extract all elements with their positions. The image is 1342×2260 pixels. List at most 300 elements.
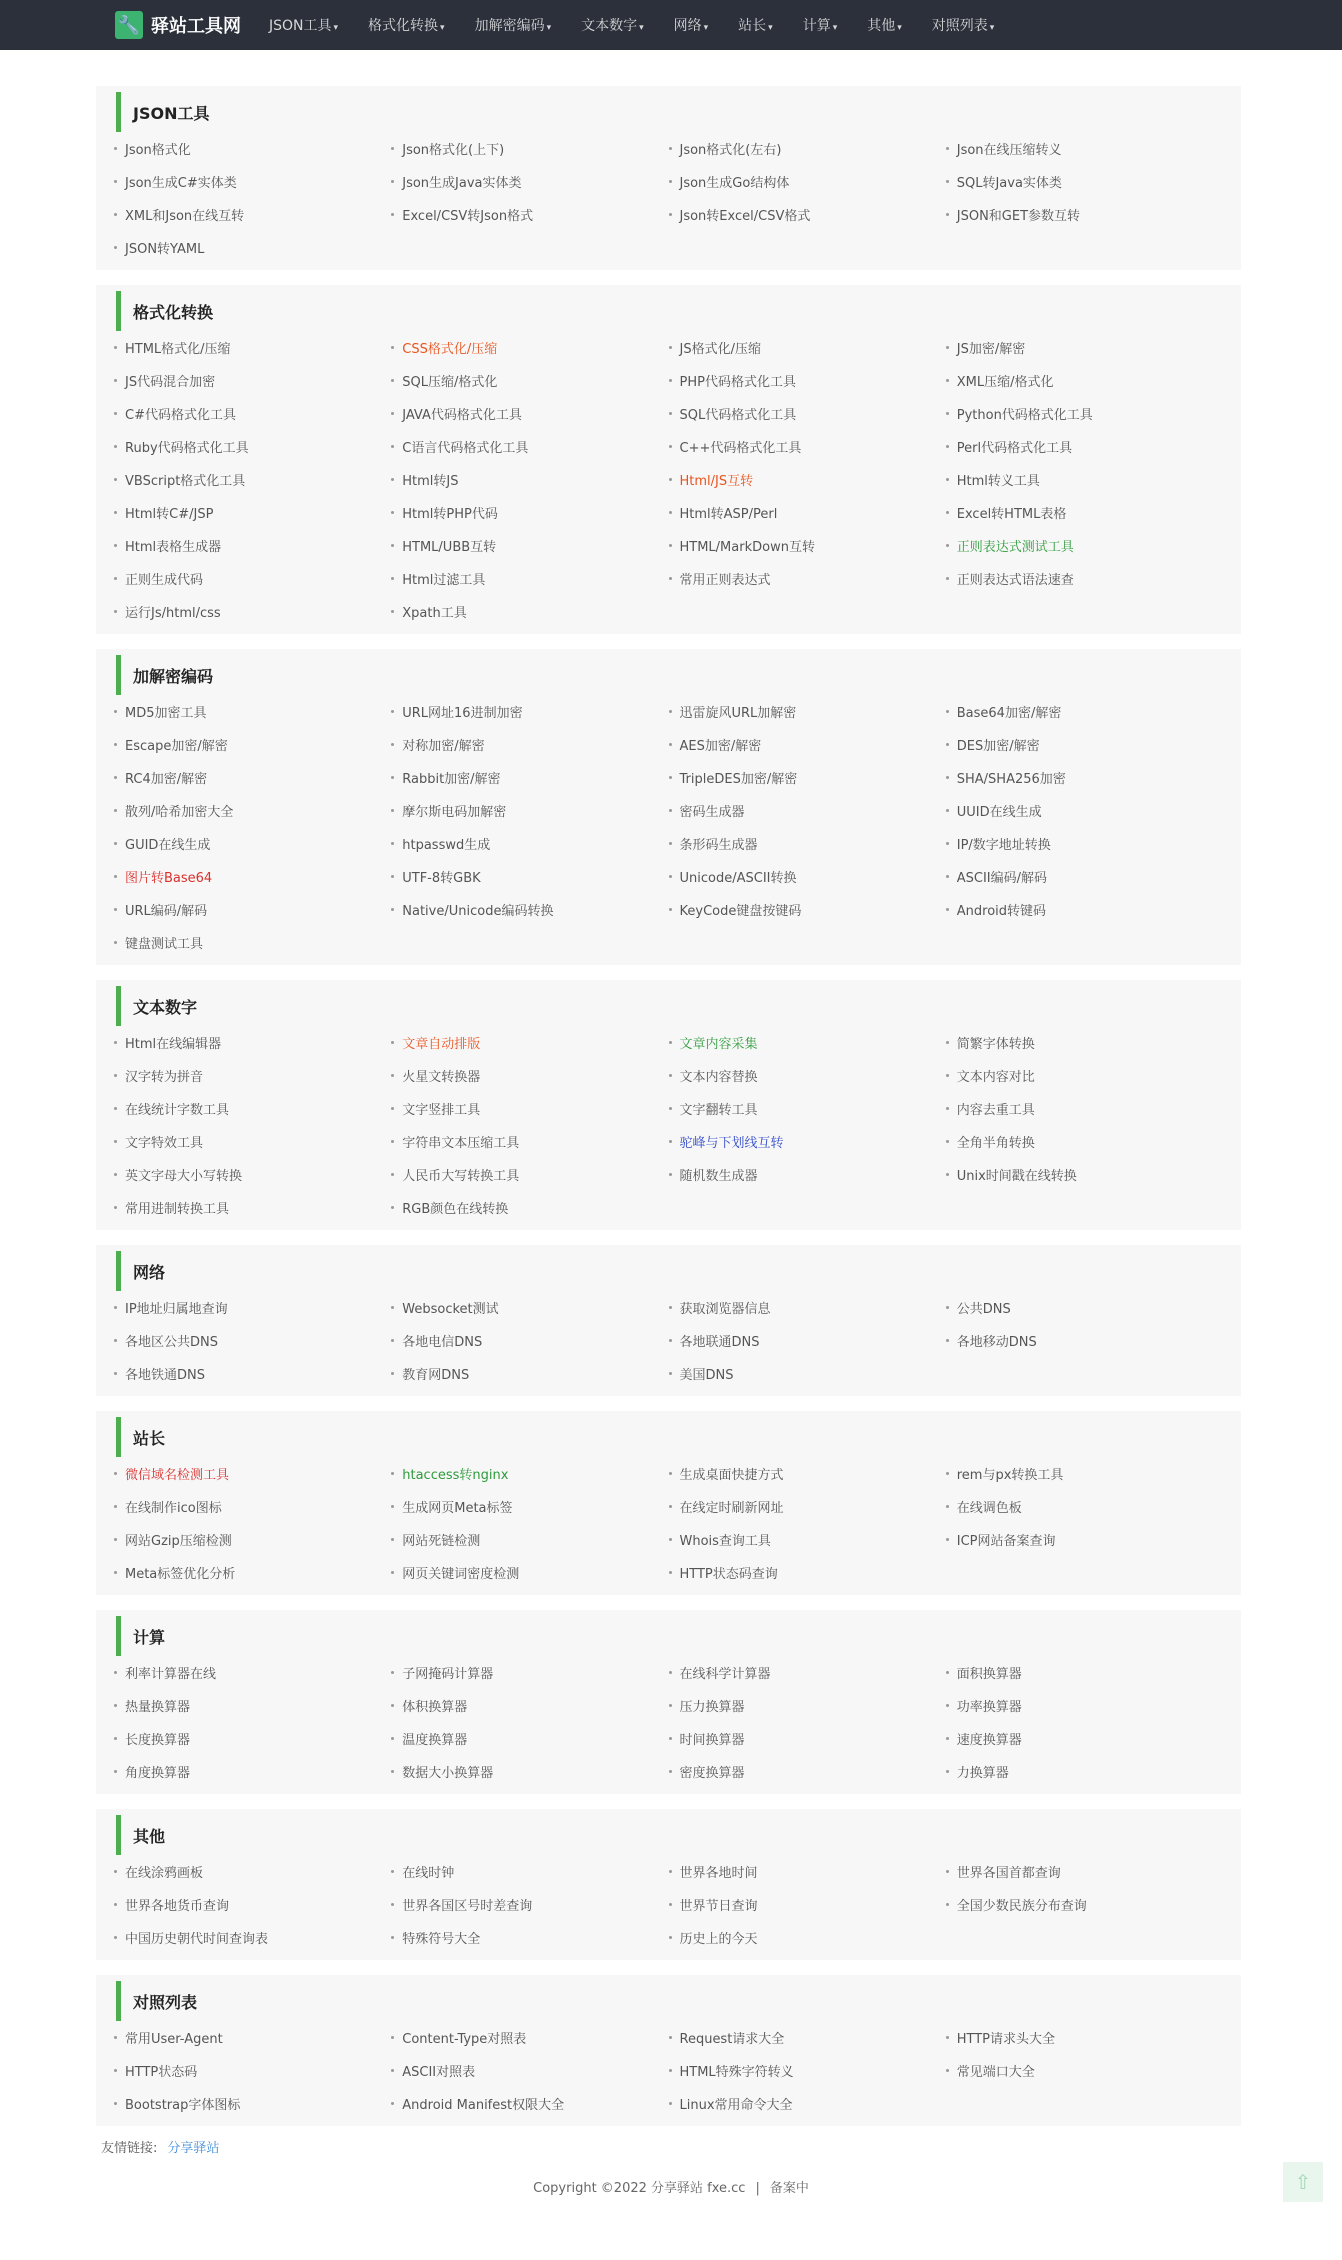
tool-link[interactable]: [669, 761, 946, 794]
tool-link[interactable]: [114, 198, 391, 231]
tool-link[interactable]: [391, 132, 668, 165]
caret-down-icon: ▾: [639, 23, 644, 33]
footer-separator: |: [755, 2181, 760, 2196]
tool-link-label: 正则表达式测试工具: [956, 540, 1074, 555]
tool-link[interactable]: [946, 827, 1223, 860]
bullet-icon: [946, 1671, 949, 1674]
nav-menu-0[interactable]: [269, 15, 338, 35]
tool-link-label: 微信域名检测工具: [125, 1468, 230, 1483]
tool-link[interactable]: [391, 496, 668, 529]
bullet-icon: [114, 908, 117, 911]
tool-link[interactable]: [946, 1457, 1223, 1490]
bullet-icon: [391, 1704, 394, 1707]
tool-link[interactable]: [391, 397, 668, 430]
tool-link[interactable]: [114, 430, 391, 463]
tool-link[interactable]: [391, 2021, 668, 2054]
tool-link[interactable]: [669, 1689, 946, 1722]
tool-link-label: HTML格式化/压缩: [125, 342, 231, 357]
tool-link[interactable]: [391, 728, 668, 761]
bullet-icon: [114, 1140, 117, 1143]
tool-link-label: Request请求大全: [679, 2032, 785, 2047]
tool-link-label: 密码生成器: [679, 805, 745, 820]
tool-link[interactable]: [114, 1689, 391, 1722]
tool-link-label: Html过滤工具: [402, 573, 486, 588]
tool-link[interactable]: [114, 2021, 391, 2054]
tool-link-label: Ruby代码格式化工具: [125, 441, 249, 456]
tool-link[interactable]: [114, 695, 391, 728]
tool-link[interactable]: [391, 1888, 668, 1921]
bullet-icon: [114, 445, 117, 448]
bullet-icon: [946, 1538, 949, 1541]
tool-link[interactable]: [946, 2054, 1223, 2087]
tool-link-label: UTF-8转GBK: [402, 871, 481, 886]
bullet-icon: [669, 412, 672, 415]
tool-link[interactable]: [391, 1689, 668, 1722]
tool-link[interactable]: [669, 1291, 946, 1324]
tool-link-label: ASCII对照表: [402, 2065, 476, 2080]
tool-link[interactable]: [669, 397, 946, 430]
section-title: 格式化转换: [116, 291, 1223, 331]
tool-link-label: IP/数字地址转换: [956, 838, 1051, 853]
tool-link-label: htpasswd生成: [402, 838, 491, 853]
tool-link[interactable]: [946, 198, 1223, 231]
tool-link[interactable]: [669, 165, 946, 198]
tool-link[interactable]: [669, 2021, 946, 2054]
tool-link[interactable]: [946, 728, 1223, 761]
bullet-icon: [669, 1339, 672, 1342]
tool-link[interactable]: [391, 1556, 668, 1589]
tool-link[interactable]: [669, 1357, 946, 1390]
section-title: JSON工具: [116, 92, 1223, 132]
bullet-icon: [946, 379, 949, 382]
bullet-icon: [391, 1306, 394, 1309]
bullet-icon: [391, 809, 394, 812]
tool-link[interactable]: [946, 364, 1223, 397]
bullet-icon: [946, 1107, 949, 1110]
tool-link[interactable]: [669, 1092, 946, 1125]
tool-link-label: SQL转Java实体类: [956, 176, 1062, 191]
tool-link[interactable]: [669, 1556, 946, 1589]
nav-menu-6[interactable]: [803, 15, 838, 35]
nav-menu-1[interactable]: [368, 15, 445, 35]
tool-link[interactable]: [114, 231, 391, 264]
tool-link[interactable]: [669, 132, 946, 165]
bullet-icon: [114, 1737, 117, 1740]
tool-link-label: 对称加密/解密: [402, 739, 485, 754]
tool-link-label: 密度换算器: [679, 1766, 745, 1781]
tool-section: [96, 1411, 1241, 1595]
tool-link-label: JAVA代码格式化工具: [402, 408, 522, 423]
tool-link-label: Python代码格式化工具: [956, 408, 1093, 423]
tool-link[interactable]: [114, 397, 391, 430]
tool-link[interactable]: [114, 529, 391, 562]
tool-link[interactable]: [391, 1755, 668, 1788]
nav-menu-5[interactable]: [738, 15, 773, 35]
tool-link[interactable]: [391, 198, 668, 231]
tool-link[interactable]: [669, 1158, 946, 1191]
bullet-icon: [946, 1472, 949, 1475]
nav-menu-label: 网络: [673, 18, 702, 34]
tool-link[interactable]: [114, 1556, 391, 1589]
tool-link[interactable]: [114, 1755, 391, 1788]
tool-link-label: 正则表达式语法速查: [956, 573, 1074, 588]
bullet-icon: [114, 180, 117, 183]
tool-link[interactable]: [391, 2087, 668, 2120]
tool-link-label: Native/Unicode编码转换: [402, 904, 554, 919]
arrow-up-icon[interactable]: ⇧: [1283, 2162, 1323, 2202]
tool-link[interactable]: [391, 595, 668, 628]
tool-link[interactable]: [114, 1722, 391, 1755]
tool-link[interactable]: [946, 1158, 1223, 1191]
tool-link[interactable]: [669, 1059, 946, 1092]
bullet-icon: [669, 1472, 672, 1475]
bullet-icon: [946, 842, 949, 845]
bullet-icon: [946, 478, 949, 481]
bullet-icon: [391, 610, 394, 613]
bullet-icon: [669, 1041, 672, 1044]
bullet-icon: [114, 1704, 117, 1707]
tool-link[interactable]: [669, 529, 946, 562]
tool-link[interactable]: [391, 1158, 668, 1191]
tool-link[interactable]: [391, 827, 668, 860]
tool-link[interactable]: [669, 1855, 946, 1888]
tool-link[interactable]: [669, 1457, 946, 1490]
tool-link[interactable]: [669, 860, 946, 893]
tool-link-label: 文章内容采集: [679, 1037, 758, 1052]
tool-link[interactable]: [114, 1457, 391, 1490]
bullet-icon: [669, 478, 672, 481]
tool-link[interactable]: [391, 1457, 668, 1490]
tool-link[interactable]: [669, 1490, 946, 1523]
tool-link-label: 力换算器: [956, 1766, 1009, 1781]
tool-link[interactable]: [391, 1092, 668, 1125]
tool-link-label: XML和Json在线互转: [125, 209, 245, 224]
tool-link[interactable]: [114, 2054, 391, 2087]
tool-link[interactable]: [114, 364, 391, 397]
tool-link[interactable]: [669, 827, 946, 860]
tool-link[interactable]: [669, 893, 946, 926]
tool-link[interactable]: [391, 1324, 668, 1357]
tool-link[interactable]: [114, 860, 391, 893]
tool-link[interactable]: [669, 496, 946, 529]
nav-menu-3[interactable]: [581, 15, 644, 35]
bullet-icon: [946, 180, 949, 183]
tool-link-label: 时间换算器: [679, 1733, 745, 1748]
tool-link-label: JS格式化/压缩: [679, 342, 761, 357]
tool-link-label: Html转ASP/Perl: [679, 507, 778, 522]
tool-link[interactable]: [669, 430, 946, 463]
tool-link[interactable]: [669, 1324, 946, 1357]
tool-link[interactable]: [946, 1125, 1223, 1158]
tool-link[interactable]: [946, 397, 1223, 430]
tool-link[interactable]: [391, 1921, 668, 1954]
wrench-icon: 🔧: [115, 11, 143, 39]
nav-menu-label: 站长: [738, 18, 767, 34]
tool-link[interactable]: [946, 1888, 1223, 1921]
tool-link-label: 长度换算器: [125, 1733, 191, 1748]
bullet-icon: [114, 1472, 117, 1475]
tool-grid: [114, 695, 1223, 959]
tool-link[interactable]: [114, 1921, 391, 1954]
tool-link[interactable]: [391, 794, 668, 827]
tool-link[interactable]: [114, 1855, 391, 1888]
tool-link[interactable]: [946, 1026, 1223, 1059]
tool-link[interactable]: [114, 331, 391, 364]
tool-link[interactable]: [114, 1888, 391, 1921]
tool-link[interactable]: [391, 893, 668, 926]
tool-link[interactable]: [391, 2054, 668, 2087]
tool-link[interactable]: [669, 562, 946, 595]
bullet-icon: [114, 346, 117, 349]
tool-link[interactable]: [946, 463, 1223, 496]
tool-link[interactable]: [391, 1026, 668, 1059]
tool-link[interactable]: [114, 728, 391, 761]
tool-link[interactable]: [946, 1324, 1223, 1357]
nav-menu-4[interactable]: [674, 15, 709, 35]
tool-link[interactable]: [669, 2054, 946, 2087]
tool-link-label: DES加密/解密: [956, 739, 1040, 754]
bullet-icon: [669, 1936, 672, 1939]
tool-link[interactable]: [391, 1656, 668, 1689]
tool-link-label: Whois查询工具: [679, 1534, 771, 1549]
tool-link[interactable]: [114, 132, 391, 165]
tool-link[interactable]: [946, 132, 1223, 165]
tool-link[interactable]: [114, 1191, 391, 1224]
tool-link[interactable]: [114, 1158, 391, 1191]
nav-menu-8[interactable]: [932, 15, 995, 35]
tool-link[interactable]: [946, 529, 1223, 562]
tool-link[interactable]: [946, 794, 1223, 827]
tool-link[interactable]: [946, 893, 1223, 926]
tool-link[interactable]: [114, 926, 391, 959]
bullet-icon: [114, 1671, 117, 1674]
bullet-icon: [946, 1870, 949, 1873]
tool-link-label: 在线统计字数工具: [125, 1103, 230, 1118]
bullet-icon: [946, 147, 949, 150]
tool-link-label: TripleDES加密/解密: [679, 772, 798, 787]
tool-section: [96, 86, 1241, 270]
tool-link[interactable]: [669, 1656, 946, 1689]
tool-link[interactable]: [391, 165, 668, 198]
tool-link[interactable]: [114, 1291, 391, 1324]
tool-link[interactable]: [114, 794, 391, 827]
tool-link[interactable]: [946, 2021, 1223, 2054]
tool-link-label: 常用User-Agent: [125, 2032, 223, 2047]
bullet-icon: [946, 1737, 949, 1740]
tool-link[interactable]: [946, 1059, 1223, 1092]
tool-link[interactable]: [669, 728, 946, 761]
tool-link[interactable]: [391, 1291, 668, 1324]
tool-link[interactable]: [669, 695, 946, 728]
tool-link-label: Json格式化(左右): [679, 143, 782, 158]
tool-link[interactable]: [669, 1722, 946, 1755]
tool-link-label: 各地铁通DNS: [125, 1368, 205, 1383]
tool-link[interactable]: [391, 1490, 668, 1523]
tool-link-label: 世界节日查询: [679, 1899, 758, 1914]
tool-link[interactable]: [114, 562, 391, 595]
tool-section: [96, 1975, 1241, 2126]
bullet-icon: [114, 412, 117, 415]
tool-link[interactable]: [946, 1689, 1223, 1722]
bullet-icon: [114, 1538, 117, 1541]
tool-link-label: Json转Excel/CSV格式: [679, 209, 811, 224]
tool-link[interactable]: [114, 496, 391, 529]
bullet-icon: [114, 1870, 117, 1873]
bullet-icon: [669, 379, 672, 382]
tool-link[interactable]: [669, 463, 946, 496]
site-logo[interactable]: [115, 11, 241, 39]
tool-link-label: Linux常用命令大全: [679, 2098, 793, 2113]
section-title: 网络: [116, 1251, 1223, 1291]
tool-link[interactable]: [114, 1357, 391, 1390]
tool-link[interactable]: [946, 1291, 1223, 1324]
tool-link[interactable]: [114, 1324, 391, 1357]
bullet-icon: [946, 1770, 949, 1773]
tool-link[interactable]: [946, 165, 1223, 198]
bullet-icon: [114, 577, 117, 580]
bullet-icon: [669, 809, 672, 812]
tool-link[interactable]: [946, 1755, 1223, 1788]
tool-link[interactable]: [669, 1921, 946, 1954]
tool-link[interactable]: [946, 496, 1223, 529]
tool-link[interactable]: [391, 1722, 668, 1755]
tool-link[interactable]: [114, 1125, 391, 1158]
tool-link[interactable]: [391, 1523, 668, 1556]
tool-link[interactable]: [669, 198, 946, 231]
tool-link-label: 各地移动DNS: [956, 1335, 1037, 1350]
tool-link[interactable]: [946, 1523, 1223, 1556]
tool-link[interactable]: [669, 1026, 946, 1059]
tool-link[interactable]: [946, 562, 1223, 595]
tool-link[interactable]: [114, 1656, 391, 1689]
bullet-icon: [669, 743, 672, 746]
tool-link[interactable]: [946, 430, 1223, 463]
tool-link[interactable]: [391, 364, 668, 397]
tool-link[interactable]: [114, 1026, 391, 1059]
tool-link[interactable]: [391, 1855, 668, 1888]
tool-link-label: SQL压缩/格式化: [402, 375, 498, 390]
tool-link-label: 网站死链检测: [402, 1534, 481, 1549]
footer: [0, 2177, 1342, 2196]
tool-link[interactable]: [391, 1125, 668, 1158]
tool-link[interactable]: [669, 364, 946, 397]
tool-link[interactable]: [114, 2087, 391, 2120]
tool-link[interactable]: [114, 1490, 391, 1523]
tool-link-label: Json格式化(上下): [402, 143, 505, 158]
bullet-icon: [391, 743, 394, 746]
tool-link[interactable]: [391, 562, 668, 595]
tool-link[interactable]: [391, 1191, 668, 1224]
bullet-icon: [114, 1339, 117, 1342]
tool-link[interactable]: [391, 430, 668, 463]
tool-link[interactable]: [391, 695, 668, 728]
tool-link-label: Meta标签优化分析: [125, 1567, 236, 1582]
tool-link[interactable]: [391, 1059, 668, 1092]
bullet-icon: [669, 445, 672, 448]
tool-link-label: 运行Js/html/css: [125, 606, 221, 621]
tool-link[interactable]: [946, 1656, 1223, 1689]
tool-link[interactable]: [946, 331, 1223, 364]
tool-link[interactable]: [669, 1888, 946, 1921]
bullet-icon: [669, 2102, 672, 2105]
bullet-icon: [391, 346, 394, 349]
tool-link[interactable]: [114, 1523, 391, 1556]
tool-link-label: KeyCode键盘按键码: [679, 904, 802, 919]
bullet-icon: [669, 1107, 672, 1110]
tool-link[interactable]: [669, 331, 946, 364]
tool-link[interactable]: [391, 1357, 668, 1390]
bullet-icon: [114, 809, 117, 812]
tool-link[interactable]: [391, 331, 668, 364]
tool-grid: [114, 331, 1223, 628]
tool-link[interactable]: [946, 1092, 1223, 1125]
tool-link-label: 世界各地时间: [679, 1866, 758, 1881]
tool-link[interactable]: [946, 860, 1223, 893]
tool-link[interactable]: [946, 1722, 1223, 1755]
tool-link-label: 网站Gzip压缩检测: [125, 1534, 232, 1549]
tool-link[interactable]: [946, 1855, 1223, 1888]
tool-link[interactable]: [946, 761, 1223, 794]
tool-link[interactable]: [391, 529, 668, 562]
tool-section: [96, 649, 1241, 965]
tool-link-label: ASCII编码/解码: [956, 871, 1048, 886]
tool-link[interactable]: [391, 463, 668, 496]
tool-link-label: 全国少数民族分布查询: [956, 1899, 1087, 1914]
tool-grid: [114, 132, 1223, 264]
tool-link-label: 功率换算器: [956, 1700, 1022, 1715]
tool-link[interactable]: [669, 1125, 946, 1158]
tool-link[interactable]: [391, 860, 668, 893]
tool-link-label: 网页关键词密度检测: [402, 1567, 520, 1582]
tool-link[interactable]: [669, 794, 946, 827]
bullet-icon: [669, 511, 672, 514]
tool-link[interactable]: [114, 595, 391, 628]
tool-link[interactable]: [114, 827, 391, 860]
tool-link[interactable]: [669, 1523, 946, 1556]
tool-link[interactable]: [114, 893, 391, 926]
bullet-icon: [669, 1306, 672, 1309]
tool-link[interactable]: [114, 463, 391, 496]
tool-link-label: JSON和GET参数互转: [956, 209, 1081, 224]
bullet-icon: [669, 1704, 672, 1707]
icp-record[interactable]: 备案中: [769, 2181, 809, 2196]
tool-link-label: HTTP状态码: [125, 2065, 198, 2080]
tool-link-label: 正则生成代码: [125, 573, 204, 588]
tool-link[interactable]: [946, 1490, 1223, 1523]
nav-menu-label: 加解密编码: [474, 18, 545, 34]
bullet-icon: [391, 1903, 394, 1906]
tool-link-label: 利率计算器在线: [125, 1667, 217, 1682]
tool-link[interactable]: [669, 1755, 946, 1788]
nav-menu-2[interactable]: [475, 15, 552, 35]
tool-link-label: SQL代码格式化工具: [679, 408, 797, 423]
tool-link[interactable]: [946, 695, 1223, 728]
nav-menu-7[interactable]: [867, 15, 902, 35]
tool-link[interactable]: [669, 2087, 946, 2120]
tool-link-label: ICP网站备案查询: [956, 1534, 1056, 1549]
tool-link[interactable]: [391, 761, 668, 794]
tool-link[interactable]: [114, 1059, 391, 1092]
bullet-icon: [391, 1737, 394, 1740]
copyright: Copyright ©2022 分享驿站 fxe.cc: [533, 2181, 746, 2196]
tool-link-label: 文字竖排工具: [402, 1103, 481, 1118]
tool-link-label: RC4加密/解密: [125, 772, 208, 787]
friend-link[interactable]: 分享驿站: [167, 2141, 220, 2156]
tool-link[interactable]: [114, 1092, 391, 1125]
tool-link[interactable]: [114, 165, 391, 198]
tool-link[interactable]: [114, 761, 391, 794]
bullet-icon: [114, 2102, 117, 2105]
